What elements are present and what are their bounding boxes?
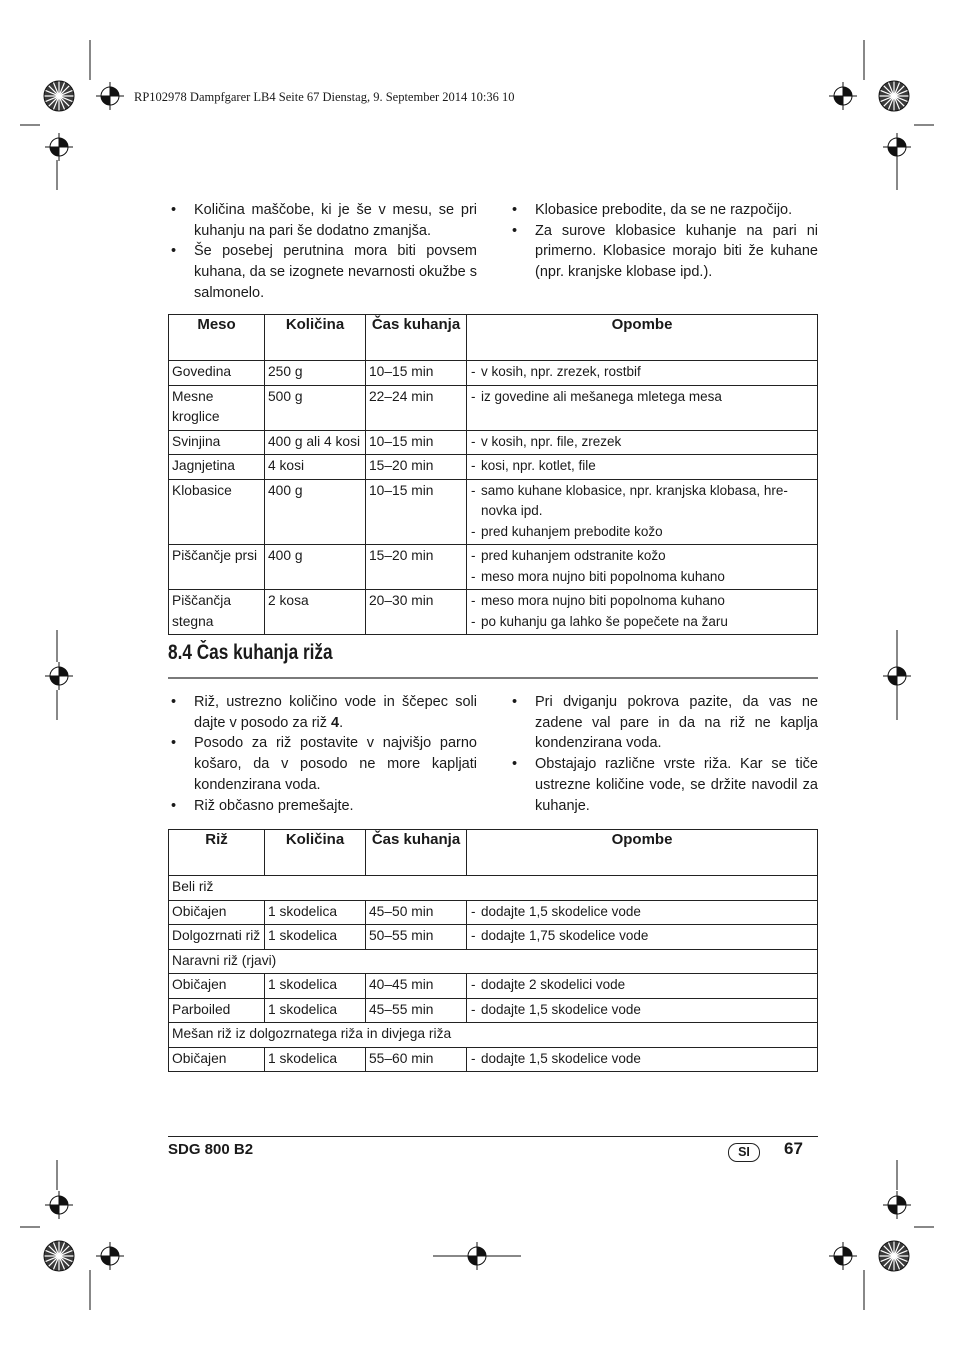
group-row: [169, 1023, 818, 1048]
quantity-cell: 2 kosa: [265, 590, 366, 635]
language-badge: SI: [728, 1143, 760, 1162]
note-line: - po kuhanju ga lahko še popečete na žaru: [470, 612, 814, 633]
cooking-time-cell: 10–15 min: [366, 479, 467, 545]
meat-name-cell: Mesne kroglice: [169, 385, 265, 430]
rice-name-cell: Dolgozrnati riž: [169, 925, 265, 950]
quantity-cell: 400 g ali 4 kosi: [265, 430, 366, 455]
section-title: 8.4 Čas kuhanja riža: [168, 641, 333, 664]
meat-name-cell: Piščančje prsi: [169, 545, 265, 590]
note-line: - samo kuhane klobasice, npr. kranjska klobasa, hre-novka ipd.: [470, 481, 814, 522]
notes-cell: [467, 900, 818, 925]
column-header: Čas kuhanja: [366, 315, 467, 361]
cooking-time-cell: 45–55 min: [366, 998, 467, 1023]
notes-cell: [467, 545, 818, 590]
column-header: Količina: [265, 830, 366, 876]
meat-cooking-table: [168, 314, 818, 635]
quantity-cell: 400 g: [265, 479, 366, 545]
cooking-time-cell: 15–20 min: [366, 455, 467, 480]
cooking-time-cell: 20–30 min: [366, 590, 467, 635]
rice-cooking-table: [168, 829, 818, 1072]
notes-cell: [467, 455, 818, 480]
quantity-cell: 250 g: [265, 361, 366, 386]
list-item: • Še posebej perutnina mora biti povsem kuhana, da se izognete nevarnosti okužbe s salmonelo.: [168, 241, 477, 303]
column-header: Količina: [265, 315, 366, 361]
quantity-cell: 500 g: [265, 385, 366, 430]
quantity-cell: 1 skodelica: [265, 900, 366, 925]
rice-name-cell: Običajen: [169, 974, 265, 999]
quantity-cell: 1 skodelica: [265, 998, 366, 1023]
notes-cell: [467, 925, 818, 950]
note-line: - pred kuhanjem odstranite kožo: [470, 546, 814, 567]
cooking-time-cell: 50–55 min: [366, 925, 467, 950]
footer-divider: [168, 1136, 818, 1137]
meat-name-cell: Klobasice: [169, 479, 265, 545]
meat-name-cell: Govedina: [169, 361, 265, 386]
rice-name-cell: Običajen: [169, 1047, 265, 1072]
meat-bullets-right: [509, 200, 818, 283]
cooking-time-cell: 22–24 min: [366, 385, 467, 430]
cooking-time-cell: 55–60 min: [366, 1047, 467, 1072]
section-divider: [168, 677, 818, 679]
notes-cell: [467, 974, 818, 999]
quantity-cell: 4 kosi: [265, 455, 366, 480]
note-line: - dodajte 1,75 skodelice vode: [470, 926, 814, 947]
group-row: [169, 949, 818, 974]
note-line: - dodajte 2 skodelici vode: [470, 975, 814, 996]
table-row: [169, 430, 818, 455]
note-line: - iz govedine ali mešanega mletega mesa: [470, 387, 814, 408]
notes-cell: [467, 998, 818, 1023]
list-item: • Količina maščobe, ki je še v mesu, se pri kuhanju na pari še dodatno zmanjša.: [168, 200, 477, 241]
table-row: [169, 590, 818, 635]
rice-bullets-right: [509, 692, 818, 816]
notes-cell: [467, 479, 818, 545]
meat-name-cell: Piščančja stegna: [169, 590, 265, 635]
meat-table-body: [169, 361, 818, 635]
meat-name-cell: Svinjina: [169, 430, 265, 455]
list-item: • Obstajajo različne vrste riža. Kar se tiče ustrezne količine vode, se držite navodil za kuhanje.: [509, 754, 818, 816]
note-line: - v kosih, npr. file, zrezek: [470, 432, 814, 453]
quantity-cell: 1 skodelica: [265, 974, 366, 999]
table-row: [169, 900, 818, 925]
rice-group-title: Mešan riž iz dolgozrnatega riža in divjega riža: [169, 1023, 818, 1048]
notes-cell: [467, 1047, 818, 1072]
notes-cell: [467, 430, 818, 455]
group-row: [169, 876, 818, 901]
table-row: [169, 1047, 818, 1072]
rice-name-cell: Običajen: [169, 900, 265, 925]
list-item: • Pri dviganju pokrova pazite, da vas ne zadene val pare in da na riž ne kaplja kondenzirana voda.: [509, 692, 818, 754]
note-line: - dodajte 1,5 skodelice vode: [470, 902, 814, 923]
cooking-time-cell: 45–50 min: [366, 900, 467, 925]
table-row: [169, 998, 818, 1023]
column-header: Opombe: [467, 830, 818, 876]
cooking-time-cell: 10–15 min: [366, 361, 467, 386]
table-row: [169, 479, 818, 545]
note-line: - v kosih, npr. zrezek, rostbif: [470, 362, 814, 383]
note-line: - meso mora nujno biti popolnoma kuhano: [470, 567, 814, 588]
cooking-time-cell: 15–20 min: [366, 545, 467, 590]
column-header: Opombe: [467, 315, 818, 361]
cooking-time-cell: 40–45 min: [366, 974, 467, 999]
table-row: [169, 545, 818, 590]
model-number: SDG 800 B2: [168, 1141, 254, 1158]
column-header: Čas kuhanja: [366, 830, 467, 876]
column-header: Riž: [169, 830, 265, 876]
note-line: - kosi, npr. kotlet, file: [470, 456, 814, 477]
rice-bullets-left: [168, 692, 477, 816]
table-row: [169, 974, 818, 999]
note-line: - meso mora nujno biti popolnoma kuhano: [470, 591, 814, 612]
notes-cell: [467, 385, 818, 430]
meat-bullets-left: [168, 200, 477, 304]
table-row: [169, 361, 818, 386]
rice-name-cell: Parboiled: [169, 998, 265, 1023]
list-item: • Klobasice prebodite, da se ne razpočijo.: [509, 200, 818, 221]
list-item: • Riž, ustrezno količino vode in ščepec soli dajte v posodo za riž 4.: [168, 692, 477, 733]
cooking-time-cell: 10–15 min: [366, 430, 467, 455]
notes-cell: [467, 590, 818, 635]
list-item: • Posodo za riž postavite v najvišjo parno košaro, da v posodo ne more kapljati kondenzirana voda.: [168, 733, 477, 795]
rice-group-title: Beli riž: [169, 876, 818, 901]
print-header: RP102978 Dampfgarer LB4 Seite 67 Dienstag, 9. September 2014 10:36 10: [134, 90, 515, 104]
quantity-cell: 400 g: [265, 545, 366, 590]
list-item: • Za surove klobasice kuhanje na pari ni primerno. Klobasice morajo biti že kuhane (npr. kranjske klobase ipd.).: [509, 221, 818, 283]
quantity-cell: 1 skodelica: [265, 925, 366, 950]
notes-cell: [467, 361, 818, 386]
table-row: [169, 385, 818, 430]
rice-group-title: Naravni riž (rjavi): [169, 949, 818, 974]
page-number: 67: [784, 1139, 803, 1158]
note-line: - dodajte 1,5 skodelice vode: [470, 1000, 814, 1021]
meat-name-cell: Jagnjetina: [169, 455, 265, 480]
note-line: - pred kuhanjem prebodite kožo: [470, 522, 814, 543]
note-line: - dodajte 1,5 skodelice vode: [470, 1049, 814, 1070]
quantity-cell: 1 skodelica: [265, 1047, 366, 1072]
table-row: [169, 455, 818, 480]
rice-table-body: [169, 876, 818, 1072]
list-item: • Riž občasno premešajte.: [168, 796, 477, 817]
table-row: [169, 925, 818, 950]
column-header: Meso: [169, 315, 265, 361]
